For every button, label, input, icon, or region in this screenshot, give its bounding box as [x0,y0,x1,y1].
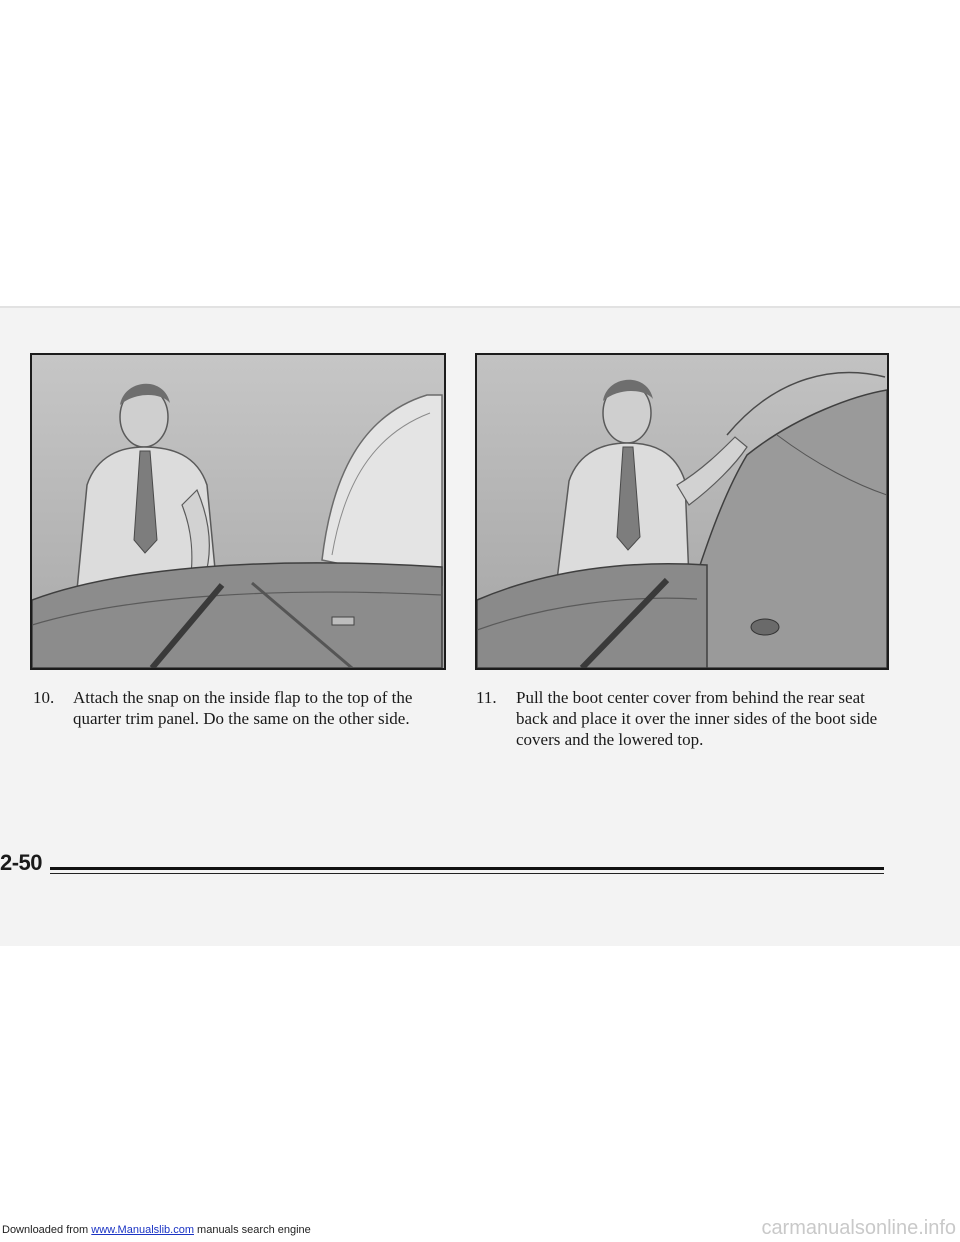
download-credit-suffix: manuals search engine [193,1224,311,1236]
step-10-number: 10. [33,688,55,707]
step-10 [33,687,433,729]
download-credit [2,1224,311,1236]
illustration-boot-center-cover [475,353,889,670]
manualslib-link[interactable]: www.Manualslib.com [91,1224,194,1236]
illustration-attach-snap-drawing [32,355,444,668]
watermark: carmanualsonline.info [761,1217,956,1239]
manual-page [0,306,960,946]
step-11 [476,687,881,750]
step-11-number: 11. [476,688,497,707]
page-number: 2-50 [0,850,43,875]
illustration-boot-center-cover-drawing [477,355,887,668]
illustration-attach-snap [30,353,446,670]
step-10-text: Attach the snap on the inside flap to the top of the quarter trim panel. Do the same on the other side. [73,688,413,728]
download-credit-prefix: Downloaded from [2,1224,92,1236]
footer-rule [50,867,884,870]
step-11-text: Pull the boot center cover from behind the rear seat back and place it over the inner sides of the boot side covers and the lowered top. [516,688,878,749]
